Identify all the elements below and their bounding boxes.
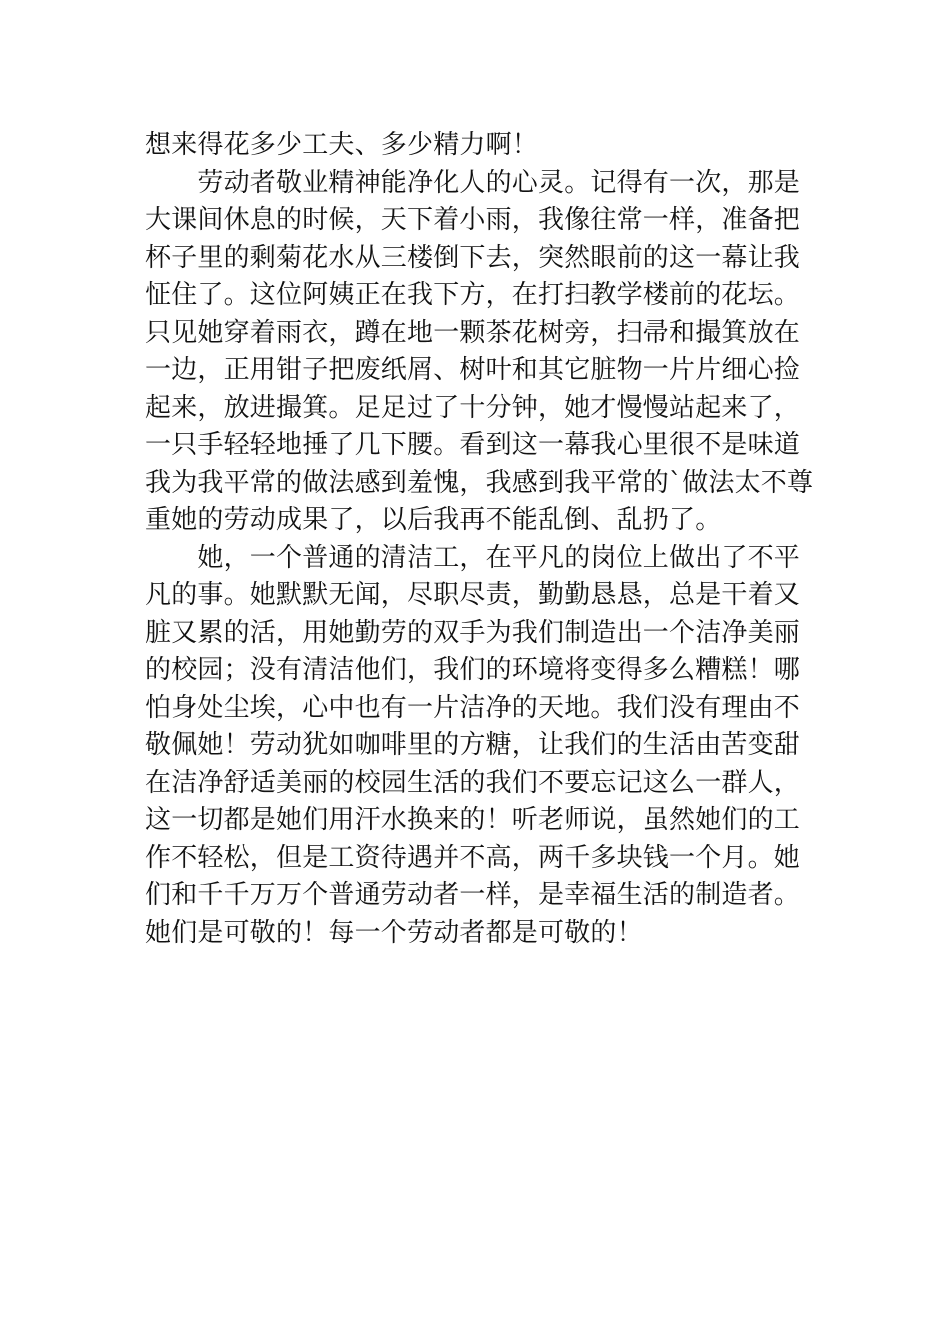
- text-line: 一只手轻轻地捶了几下腰。看到这一幕我心里很不是味道: [145, 430, 801, 460]
- text-line: 想来得花多少工夫、多少精力啊！: [145, 130, 539, 160]
- text-line: 们和千千万万个普通劳动者一样，是幸福生活的制造者。: [145, 880, 801, 910]
- text-line: 作不轻松，但是工资待遇并不高，两千多块钱一个月。她: [145, 842, 801, 873]
- text-line: 怕身处尘埃，心中也有一片洁净的天地。我们没有理由不: [145, 692, 801, 723]
- text-line: 杯子里的剩菊花水从三楼倒下去，突然眼前的这一幕让我: [145, 242, 801, 273]
- text-line: 这一切都是她们用汗水换来的！听老师说，虽然她们的工: [145, 805, 801, 835]
- text-line: 她，一个普通的清洁工，在平凡的岗位上做出了不平: [145, 542, 801, 573]
- text-line: 只见她穿着雨衣，蹲在地一颗茶花树旁，扫帚和撮箕放在: [145, 317, 801, 348]
- text-line: 脏又累的活，用她勤劳的双手为我们制造出一个洁净美丽: [145, 617, 801, 648]
- text-line: 她们是可敬的！每一个劳动者都是可敬的！: [145, 917, 643, 948]
- text-line: 敬佩她！劳动犹如咖啡里的方糖，让我们的生活由苦变甜: [145, 730, 801, 760]
- text-line: 在洁净舒适美丽的校园生活的我们不要忘记这么一群人，: [145, 767, 801, 798]
- text-line: 怔住了。这位阿姨正在我下方，在打扫教学楼前的花坛。: [145, 280, 801, 310]
- text-line: 重她的劳动成果了，以后我再不能乱倒、乱扔了。: [145, 505, 722, 535]
- text-line: 凡的事。她默默无闻，尽职尽责，勤勤恳恳，总是干着又: [145, 580, 801, 610]
- text-line: 劳动者敬业精神能净化人的心灵。记得有一次，那是: [145, 167, 801, 198]
- text-line: 的校园；没有清洁他们，我们的环境将变得多么糟糕！哪: [145, 655, 801, 685]
- text-line: 一边，正用钳子把废纸屑、树叶和其它脏物一片片细心捡: [145, 355, 801, 385]
- text-line: 大课间休息的时候，天下着小雨，我像往常一样，准备把: [145, 205, 801, 235]
- text-line: 起来，放进撮箕。足足过了十分钟，她才慢慢站起来了，: [145, 392, 801, 423]
- essay-body: [145, 127, 815, 952]
- text-line: 我为我平常的做法感到羞愧，我感到我平常的`做法太不尊: [145, 467, 814, 498]
